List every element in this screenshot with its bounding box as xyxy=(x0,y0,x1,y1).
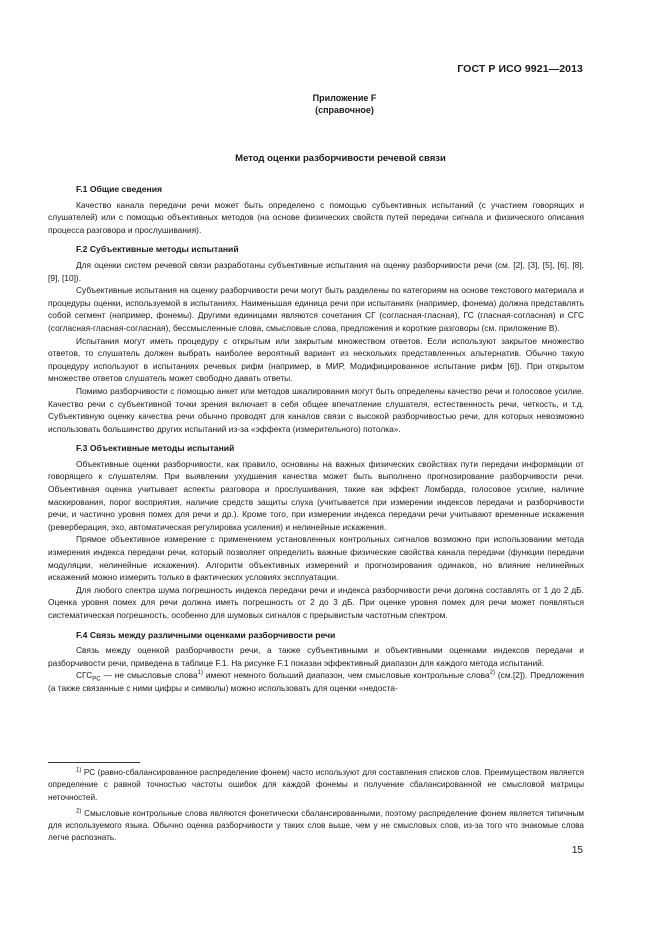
main-content xyxy=(48,183,584,695)
paragraph xyxy=(48,669,584,694)
term-text: СГС xyxy=(76,670,93,681)
footnote-ref-1[interactable]: 1) xyxy=(197,670,203,677)
annex-heading xyxy=(0,92,661,116)
footnote-mark: 2) xyxy=(76,808,82,815)
section-heading-f2: F.2 Субъективные методы испытаний xyxy=(76,244,239,255)
standard-header: ГОСТ Р ИСО 9921—2013 xyxy=(457,63,583,75)
footnote-text: Смысловые контрольные слова являются фонетически сбалансированными, поэтому распределение фонем является типичным для используемого языка. Обычно оценка разборчивости у таких слов выше, чем у не смысловых слов, из-за того что знакомые слова легче распознать. xyxy=(48,808,584,843)
footnote-ref-2[interactable]: 2) xyxy=(489,670,495,677)
page-number: 15 xyxy=(571,845,583,856)
paragraph-text: имеют немного больший диапазон, чем смысловые контрольные слова xyxy=(203,670,490,681)
footnotes xyxy=(48,767,584,849)
paragraph: Для любого спектра шума погрешность индекса передачи речи и индекса разборчивости речи должна составлять от 1 до 2 дБ. Оценка уровня помех для речи должна иметь погрешность от 2 до 3 дБ. При оценке уровня помех для речи может появляться систематическая погрешность, особенно для шумовых сигналов с прерывистым частотным спектром. xyxy=(48,584,584,620)
footnote-text: РС (равно-сбалансированное распределение фонем) часто используют для составления списков слов. Преимуществом является определение с равной точностью частоты ошибок для каждой фонемы и получение сбалансированной не смысловой матрицы неточностей. xyxy=(48,768,584,802)
section-heading-f4: F.4 Связь между различными оценками разборчивости речи xyxy=(76,629,336,640)
footnote-2 xyxy=(48,808,584,845)
section-heading-f3: F.3 Объективные методы испытаний xyxy=(76,443,235,454)
paragraph: Помимо разборчивости с помощью анкет или методов шкалирования могут быть определены качество речи и голосовое усилие. Качество речи с субъективной точки зрения включает в себя общее впечатление слушателя, естественность речи, четкость, и т.д. Субъективную оценку качества речи обычно проводят для каналов связи с высокой разборчивостью речи, для которых невозможно использовать большинство других испытаний из-за «эффекта (измерительного) потолка». xyxy=(48,385,584,434)
footnote-divider xyxy=(48,762,140,763)
paragraph-text: — не смысловые слова xyxy=(100,670,198,681)
document-title: Метод оценки разборчивости речевой связи xyxy=(235,153,446,164)
paragraph: Объективные оценки разборчивости, как правило, основаны на важных физических свойствах пути передачи информации от говорящего к слушателям. При выявлении ухудшения качества может быть выполнено прогнозирование разборчивости речи. Объективная оценка учитывает аспекты разговора и прослушивания, такие как эффект Ломбарда, голосовое усилие, наличие маскирования, порог восприятия, наличие средств защиты слуха (учитывается при измерении индексов передачи и разборчивости речи, и частично уровня помех для речи и др.). Кроме того, при измерении индекса передачи речи учитывают временные искажения (реверберация, эхо, автоматическая регулировка усиления) и нелинейные искажения. xyxy=(48,458,584,532)
paragraph-text: (см.[2]). Предложения (а также связанные с ними цифры и символы) можно использовать для оценки «недоста- xyxy=(48,670,584,693)
section-heading-f1: F.1 Общие сведения xyxy=(76,184,162,194)
paragraph: Качество канала передачи речи может быть определено с помощью субъективных испытаний (с участием говорящих и слушателей) или с помощью объективных методов (на основе физических свойств путей передачи сигнала и физического описания процесса разговора и прослушивания). xyxy=(48,199,584,235)
paragraph: Испытания могут иметь процедуру с открытым или закрытым множеством ответов. Если используют закрытое множество ответов, то слушатель должен выбрать наиболее вероятный вариант из нескольких представленных альтернатив. Обычно такую процедуру используют в испытаниях речевых рифм (например, в МИР, Модифицированное испытание рифм [6]). При открытом множестве ответов слушатель может свободно давать ответы. xyxy=(48,335,584,384)
annex-title: Приложение F xyxy=(312,93,377,103)
paragraph: Субъективные испытания на оценку разборчивости речи могут быть разделены по категориям на основе текстового материала и процедуры оценки, используемой в испытаниях. Наименьшая единица речи при испытаниях (например, фонема) должна представлять собой сегмент (например, фонемы). Другими единицами являются сочетания СГ (согласная-гласная), ГС (гласная-согласная) и СГС (согласная-гласная-согласная), бессмысленные слова, смысловые слова, предложения и короткие разговоры (см. приложение В). xyxy=(48,285,584,333)
footnote-1 xyxy=(48,767,584,804)
paragraph: Для оценки систем речевой связи разработаны субъективные испытания на оценку разборчивости речи (см. [2], [3], [5], [6], [8], [9], [10]). xyxy=(48,259,584,283)
paragraph: Прямое объективное измерение с применением установленных контрольных сигналов возможно при использовании метода измерения индекса передачи речи, который позволяет определить важные физические свойства канала передачи (функции передачи модуляции, нелинейные искажения). Алгоритм объективных измерений и прогнозирования одинаков, но влияние нелинейных искажений можно измерить только в фактических условиях эксплуатации. xyxy=(48,534,584,583)
annex-note: (справочное) xyxy=(315,105,374,115)
footnote-mark: 1) xyxy=(76,767,82,774)
paragraph: Связь между оценкой разборчивости речи, а также субъективными и объективными оценками индексов передачи и разборчивости речи, приведена в таблице F.1. На рисунке F.1 показан эффективный диапазон для каждого метода испытаний. xyxy=(48,645,584,668)
subscript: РС xyxy=(92,677,101,684)
